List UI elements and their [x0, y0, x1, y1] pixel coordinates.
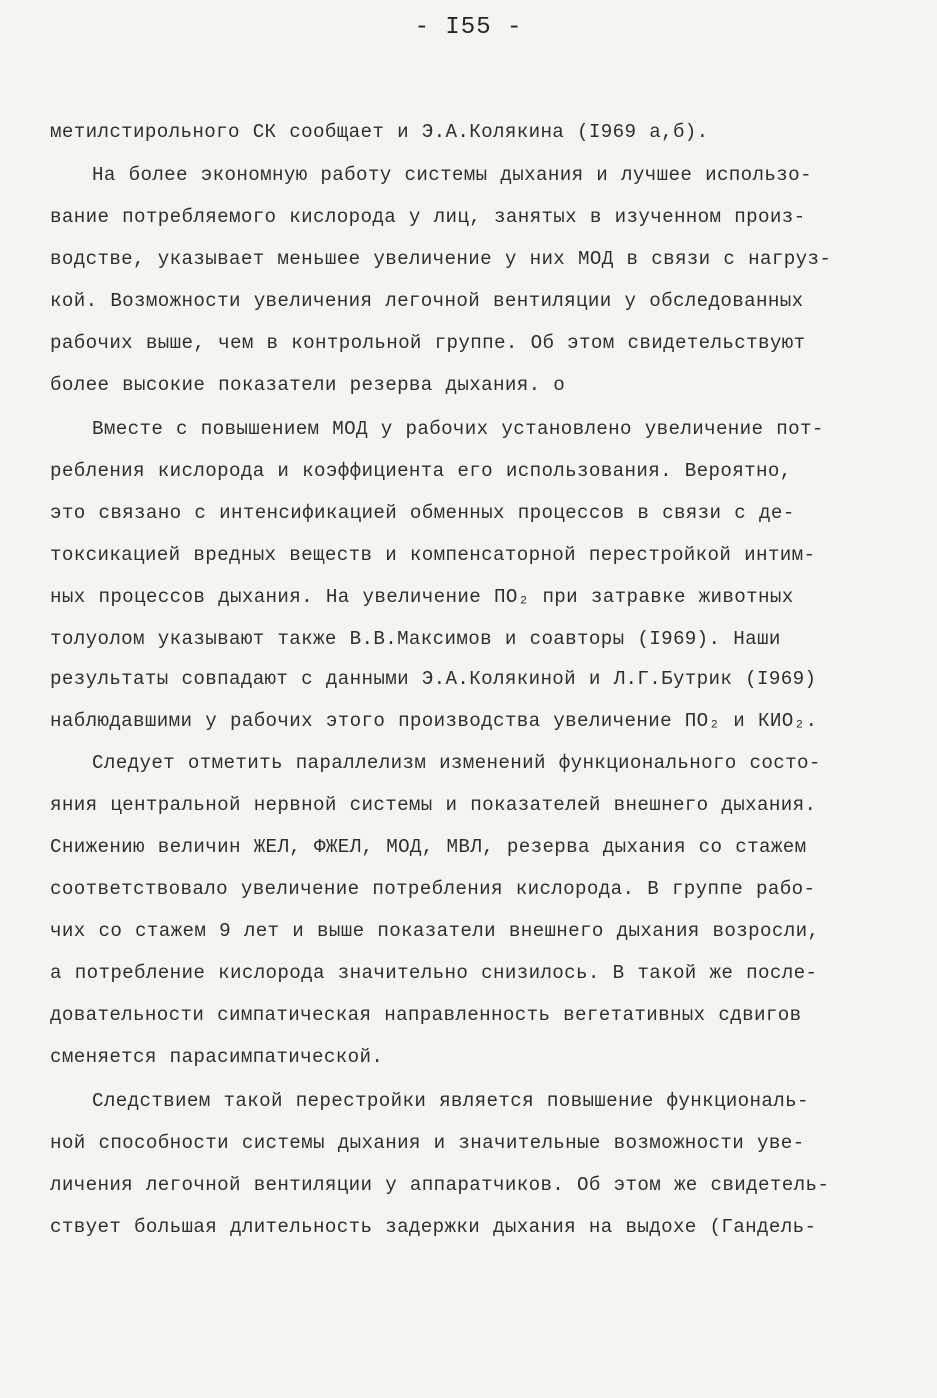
text-line: толуолом указывают также В.В.Максимов и соавторы (I969). Наши: [50, 628, 781, 650]
paragraph-first-line: Следствием такой перестройки является повышение функциональ-: [92, 1090, 809, 1112]
text-line: вание потребляемого кислорода у лиц, занятых в изученном произ-: [50, 206, 806, 228]
page-number: - I55 -: [414, 14, 523, 41]
text-line: наблюдавшими у рабочих этого производства увеличение ПО₂ и КИО₂.: [50, 710, 818, 732]
text-line: соответствовало увеличение потребления кислорода. В группе рабо-: [50, 878, 816, 900]
text-line: довательности симпатическая направленность вегетативных сдвигов: [50, 1004, 802, 1026]
text-line: чих со стажем 9 лет и выше показатели внешнего дыхания возросли,: [50, 920, 820, 942]
text-line: кой. Возможности увеличения легочной вентиляции у обследованных: [50, 290, 804, 312]
text-line: результаты совпадают с данными Э.А.Колякиной и Л.Г.Бутрик (I969): [50, 668, 817, 690]
text-line: а потребление кислорода значительно снизилось. В такой же после-: [50, 962, 818, 984]
text-line: водстве, указывает меньшее увеличение у них МОД в связи с нагруз-: [50, 248, 832, 270]
text-line: ных процессов дыхания. На увеличение ПО₂ при затравке животных: [50, 586, 794, 608]
text-line: метилстирольного СК сообщает и Э.А.Колякина (I969 а,б).: [50, 121, 709, 143]
text-line: яния центральной нервной системы и показателей внешнего дыхания.: [50, 794, 817, 816]
text-line: более высокие показатели резерва дыхания. о: [50, 374, 566, 396]
text-line: рабочих выше, чем в контрольной группе. Об этом свидетельствуют: [50, 332, 806, 354]
paragraph-first-line: Следует отметить параллелизм изменений функционального состо-: [92, 752, 821, 774]
text-line: Снижению величин ЖЕЛ, ФЖЕЛ, МОД, МВЛ, резерва дыхания со стажем: [50, 836, 807, 858]
text-line: личения легочной вентиляции у аппаратчиков. Об этом же свидетель-: [50, 1174, 830, 1196]
text-line: ребления кислорода и коэффициента его использования. Вероятно,: [50, 460, 792, 482]
text-line: сменяется парасимпатической.: [50, 1046, 384, 1068]
text-line: токсикацией вредных веществ и компенсаторной перестройкой интим-: [50, 544, 816, 566]
paragraph-first-line: Вместе с повышением МОД у рабочих установлено увеличение пот-: [92, 418, 824, 440]
paragraph-first-line: На более экономную работу системы дыхания и лучшее использо-: [92, 164, 812, 186]
text-line: это связано с интенсификацией обменных процессов в связи с де-: [50, 502, 795, 524]
text-line: ной способности системы дыхания и значительные возможности уве-: [50, 1132, 805, 1154]
text-line: ствует большая длительность задержки дыхания на выдохе (Гандель-: [50, 1216, 817, 1238]
